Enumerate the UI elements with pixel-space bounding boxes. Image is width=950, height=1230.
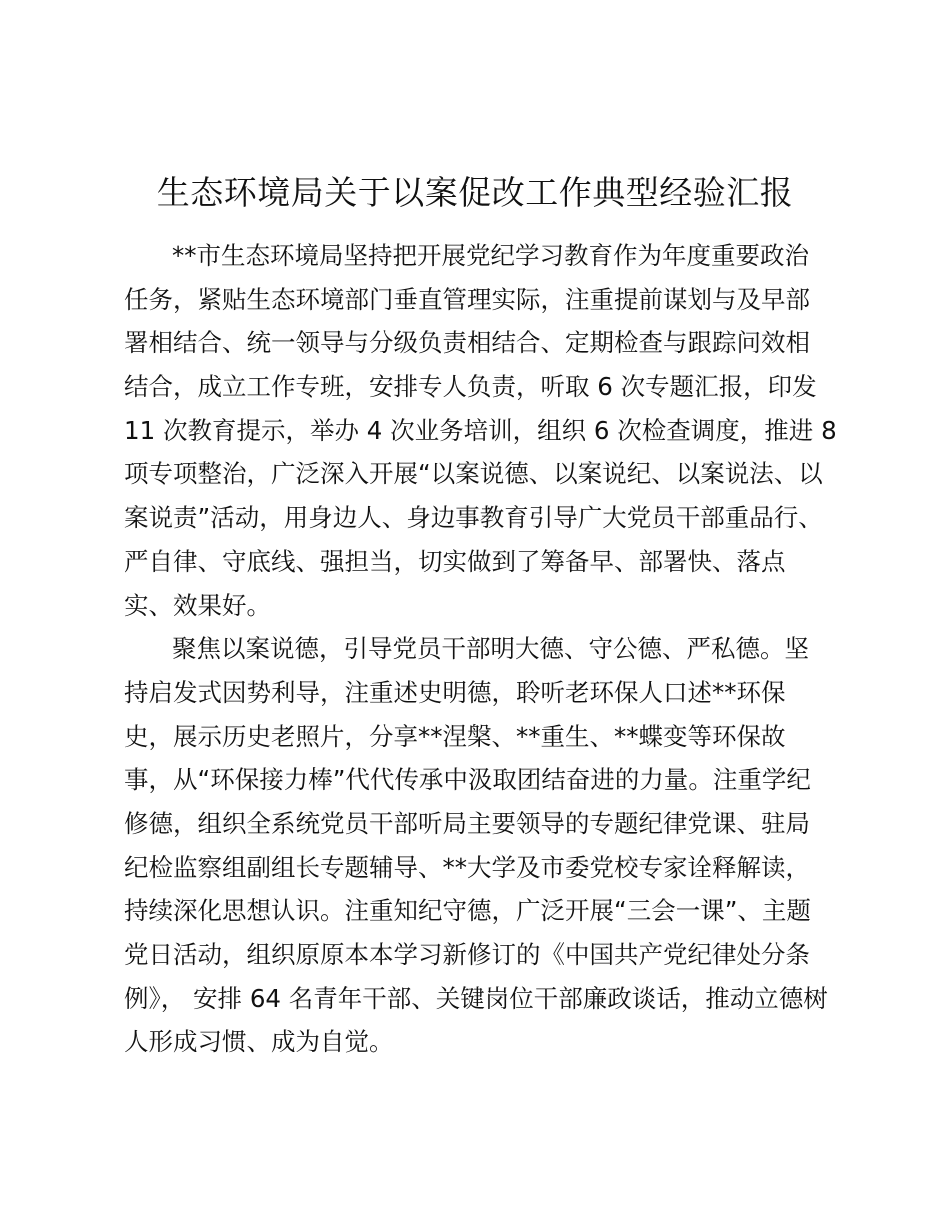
paragraph-line: 署相结合、统一领导与分级负责相结合、定期检查与跟踪问效相 (124, 328, 810, 358)
paragraph-line: 持启发式因势利导，注重述史明德，聆听老环保人口述**环保 (124, 677, 786, 707)
paragraph-line: 党日活动，组织原原本本学习新修订的《中国共产党纪律处分条 (124, 940, 810, 969)
paragraph-1 (124, 234, 837, 627)
document-title: 生态环境局关于以案促改工作典型经验汇报 (156, 173, 794, 212)
paragraph-line: 纪检监察组副组长专题辅导、**大学及市委党校专家诠释解读， (124, 852, 810, 882)
paragraph-line: 项专项整治，广泛深入开展“以案说德、以案说纪、以案说法、以 (124, 459, 823, 489)
paragraph-line: 案说责”活动，用身边人、身边事教育引导广大党员干部重品行、 (124, 503, 823, 533)
paragraph-line: 持续深化思想认识。注重知纪守德，广泛开展“三会一课”、主题 (124, 896, 811, 926)
paragraph-line: 人形成习惯、成为自觉。 (124, 1027, 394, 1057)
paragraph-line: 聚焦以案说德，引导党员干部明大德、守公德、严私德。坚 (172, 634, 809, 664)
paragraph-line: 修德，组织全系统党员干部听局主要领导的专题纪律党课、驻局 (124, 808, 810, 838)
paragraph-line: 史，展示历史老照片，分享**涅槃、**重生、**蝶变等环保故 (124, 721, 786, 751)
document-body (124, 234, 837, 1064)
paragraph-line: 结合，成立工作专班，安排专人负责，听取 6 次专题汇报，印发 (124, 372, 817, 402)
paragraph-line: 11 次教育提示，举办 4 次业务培训，组织 6 次检查调度，推进 8 (124, 415, 837, 445)
paragraph-line: 任务，紧贴生态环境部门垂直管理实际，注重提前谋划与及早部 (124, 284, 810, 314)
paragraph-line: 严自律、守底线、强担当，切实做到了筹备早、部署快、落点 (124, 546, 786, 576)
paragraph-2 (124, 627, 832, 1064)
paragraph-line: 实、效果好。 (124, 590, 271, 620)
paragraph-line: 事，从“环保接力棒”代代传承中汲取团结奋进的力量。注重学纪 (124, 765, 811, 795)
paragraph-line: **市生态环境局坚持把开展党纪学习教育作为年度重要政治 (172, 241, 809, 270)
paragraph-line: 例》， 安排 64 名青年干部、关键岗位干部廉政谈话，推动立德树 (124, 983, 828, 1013)
